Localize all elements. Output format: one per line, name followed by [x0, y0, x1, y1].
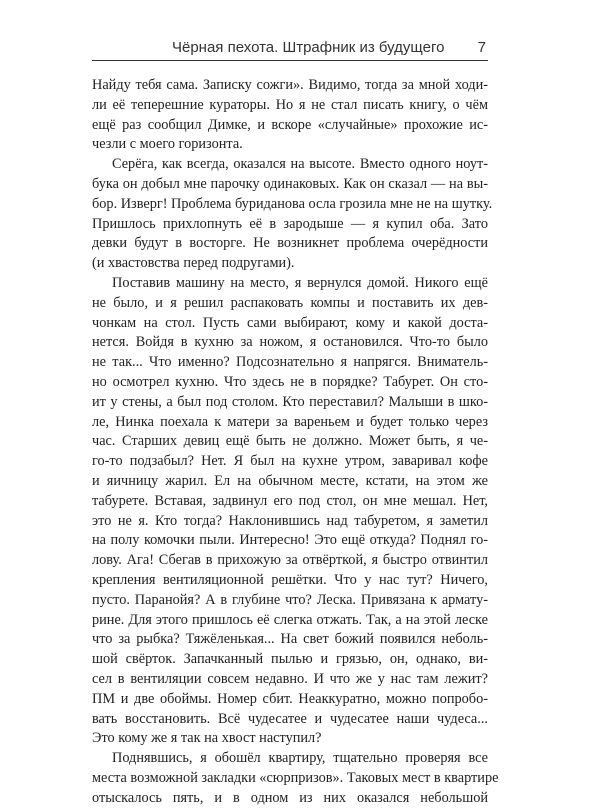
text-line: крепления вентиляционной решётки. Что у нас тут? Ничего,	[92, 571, 488, 588]
text-line: бор. Изверг! Проблема буриданова осла грозила мне не на шутку.	[92, 195, 493, 212]
text-line: лову. Ага! Сбегав в прихожую за отвёрткой, я быстро отвинтил	[92, 552, 488, 569]
text-line: го-то подзабыл? Нет. Я был на кухне утром, заваривал кофе	[92, 453, 488, 470]
text-line: нется. Войдя в кухню за ножом, я остановился. Что-то было	[92, 334, 488, 351]
paragraph-first-line: Поднявшись, я обошёл квартиру, тщательно проверяя все	[112, 750, 488, 767]
text-line: ли её теперешние кураторы. Но я не стал писать книгу, о чём	[92, 96, 488, 113]
text-line: чонкам на стол. Пусть сами выбирают, кому и какой доста-	[92, 314, 488, 331]
text-line: чезли с моего горизонта.	[92, 136, 243, 153]
text-line: ле, Нинка поехала к матери за вареньем и будет только через	[92, 413, 488, 430]
text-line: бука он добыл мне парочку одинаковых. Как он сказал — на вы-	[92, 175, 488, 192]
text-line: и яичницу жарил. Ел на обычном месте, кстати, на этом же	[92, 472, 488, 489]
text-line: сел в вентиляции совсем недавно. И что же у нас там лежит?	[92, 670, 488, 687]
text-line: ПМ и две обоймы. Номер сбит. Неаккуратно, можно попробо-	[92, 690, 488, 707]
running-header	[92, 36, 488, 61]
text-line: шой свёрток. Запачканный пылью и грязью, он, однако, ви-	[92, 651, 488, 668]
paragraph-first-line: Поставив машину на место, я вернулся домой. Никого ещё	[112, 274, 488, 291]
text-line: что за рыбка? Тяжёленькая... На свет божий появился неболь-	[92, 631, 488, 648]
text-line: час. Старших девиц ещё быть не должно. Может быть, я че-	[92, 433, 488, 450]
text-line: (и хвастовства перед подругами).	[92, 255, 295, 272]
text-line: Пришлось прихлопнуть её в зародыше — я купил оба. Зато	[92, 215, 488, 232]
text-line: это не я. Кто тогда? Наклонившись над табуретом, я заметил	[92, 512, 488, 529]
text-line: вать восстановить. Всё чудесатее и чудесатее наши чудеса...	[92, 710, 488, 727]
running-title: Чёрная пехота. Штрафник из будущего	[172, 39, 445, 56]
page-number: 7	[477, 39, 486, 56]
text-line: табурете. Вставая, задвинул его под стол, он мне мешал. Нет,	[92, 492, 488, 509]
text-line: пусто. Паранойя? А в глубине что? Леска. Привязана к армату-	[92, 591, 488, 608]
text-line: ещё раз сообщил Димке, и вскоре «случайные» прохожие ис-	[92, 116, 488, 133]
text-line: Это кому же я так на хвост наступил?	[92, 730, 322, 747]
text-line: рине. Для этого пришлось её слегка отжать. Так, а на этой леске	[92, 611, 488, 628]
text-line: ит у стены, а был под столом. Кто переставил? Малыши в шко-	[92, 393, 488, 410]
paragraph-first-line: Серёга, как всегда, оказался на высоте. Вместо одного ноут-	[112, 156, 488, 173]
body-text	[92, 76, 499, 808]
text-line: на полу комочки пыли. Интересно! Это ещё откуда? Поднял го-	[92, 532, 488, 549]
text-line: не было, и я решил распаковать компы и поставить их дев-	[92, 294, 488, 311]
text-line: но осмотрел кухню. Что здесь не в порядке? Табурет. Он сто-	[92, 373, 488, 390]
text-line: не так... Что именно? Подсознательно я напрягся. Вниматель-	[92, 354, 488, 371]
text-line: отыскалось пять, и в одном из них оказался небольшой	[92, 789, 488, 806]
text-line: Найду тебя сама. Записку сожги». Видимо, тогда за мной ходи-	[92, 77, 488, 93]
text-line: места возможной закладки «сюрпризов». Таковых мест в квартире	[92, 769, 499, 786]
text-line: девки будут в восторге. Не возникнет проблема очерёдности	[92, 235, 488, 252]
